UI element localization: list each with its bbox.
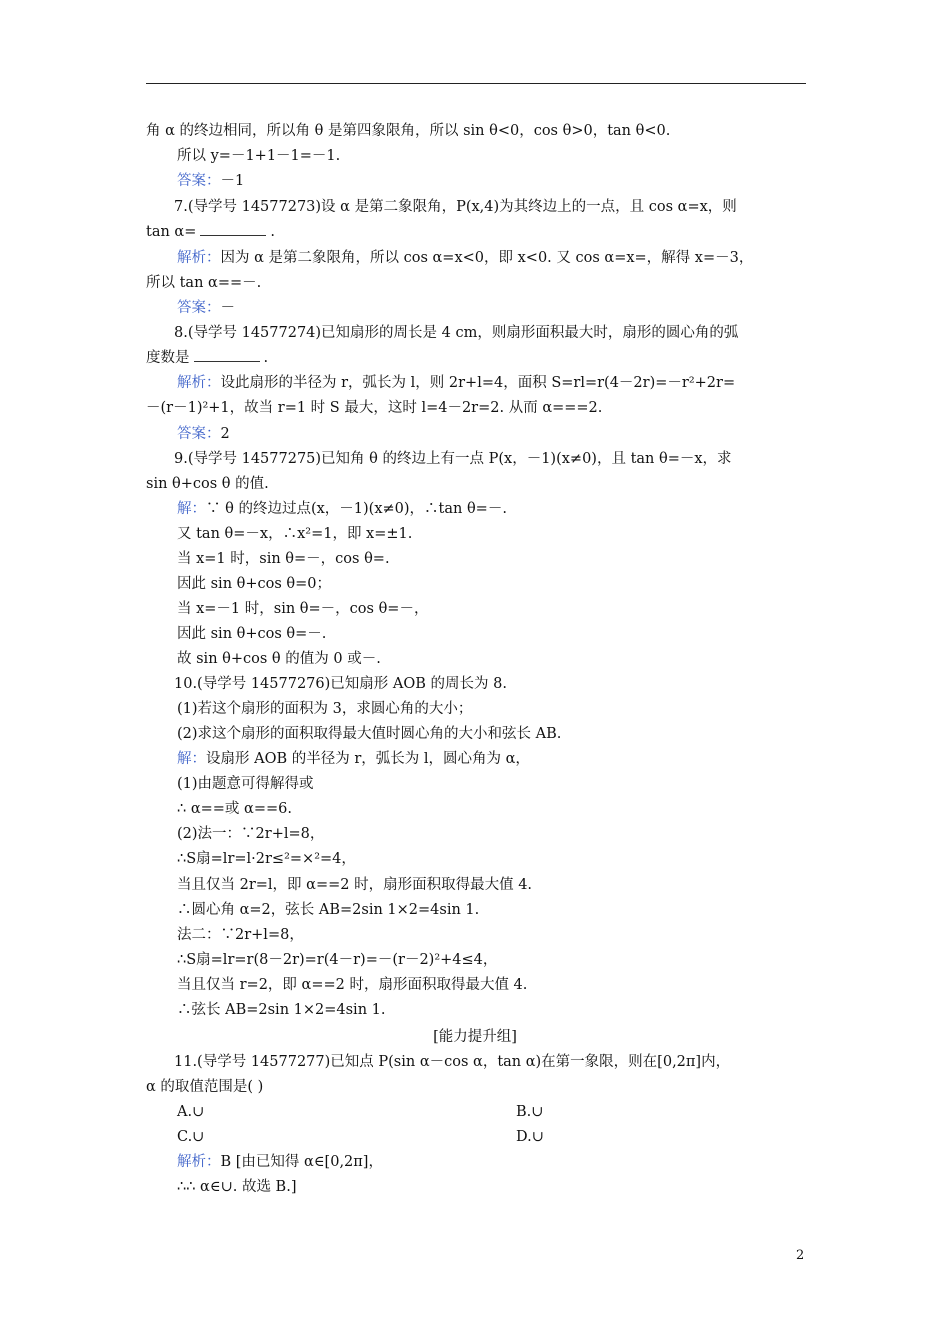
text-line <box>177 146 340 166</box>
line-text: 2 <box>220 426 230 442</box>
line-text: 设此扇形的半径为 r，弧长为 l，则 2r+l=4，面积 S=rl=r(4－2r)=－r²+2r= <box>220 375 736 391</box>
line-text: 10.(导学号 14577276)已知扇形 AOB 的周长为 8. <box>174 676 507 692</box>
text-line <box>177 298 235 318</box>
text-line <box>146 121 670 141</box>
label-tag: 答案： <box>177 300 221 316</box>
line-text: (1)若这个扇形的面积为 3，求圆心角的大小； <box>177 701 473 717</box>
line-text: 设扇形 AOB 的半径为 r，弧长为 l，圆心角为 α， <box>206 751 530 767</box>
text-line <box>177 849 356 869</box>
text-line <box>177 424 230 444</box>
text-line <box>177 774 314 794</box>
line-text: (2)法一：∵2r+l=8， <box>177 826 325 842</box>
text-line <box>177 499 507 519</box>
label-tag: 解析： <box>177 250 221 266</box>
line-text: 故 sin θ+cos θ 的值为 0 或－. <box>177 651 381 667</box>
line-text: ∴ α==或 α==6. <box>177 801 292 817</box>
text-line <box>174 197 737 217</box>
option-c: C.∪ <box>177 1129 205 1145</box>
line-text: 因此 sin θ+cos θ=－. <box>177 626 327 642</box>
text-line <box>177 799 292 819</box>
line-text: －1 <box>220 173 245 189</box>
text-line <box>177 599 428 619</box>
text-line <box>177 248 753 268</box>
text-line <box>177 373 735 393</box>
text-line <box>177 699 472 719</box>
line-text: 9.(导学号 14577275)已知角 θ 的终边上有一点 P(x，－1)(x≠0)，且 tan θ=－x，求 <box>174 451 732 467</box>
text-line <box>146 222 275 242</box>
option-a: A.∪ <box>177 1104 205 1120</box>
line-text: 因此 sin θ+cos θ=0； <box>177 576 332 592</box>
text-line <box>177 724 561 744</box>
line-text: － <box>220 300 235 316</box>
q11-line-2: α 的取值范围是( ) <box>146 1079 264 1095</box>
label-tag: 解： <box>177 501 206 517</box>
line-text: ∴圆心角 α=2，弦长 AB=2sin 1×2=4sin 1. <box>177 902 480 918</box>
text-line <box>177 875 532 895</box>
analysis-text: B [由已知得 α∈[0,2π]， <box>220 1154 383 1170</box>
text-line <box>177 171 244 191</box>
q11-line-1: 11.(导学号 14577277)已知点 P(sin α－cos α，tan α)在第一象限，则在[0,2π]内， <box>174 1054 731 1070</box>
text-line <box>177 975 527 995</box>
text-line <box>146 474 269 494</box>
label-tag: 答案： <box>177 173 221 189</box>
option-b: B.∪ <box>516 1104 544 1120</box>
line-text: －(r－1)²+1，故当 r=1 时 S 最大，这时 l=4－2r=2. 从而 α===2. <box>146 400 603 416</box>
text-line <box>177 549 390 569</box>
line-text: 所以 y=－1+1－1=－1. <box>177 148 341 164</box>
line-text: sin θ+cos θ 的值. <box>146 476 269 492</box>
text-line <box>177 749 530 769</box>
line-text: tan α= <box>146 224 197 240</box>
page-number: 2 <box>796 1248 805 1263</box>
text-line <box>146 398 602 418</box>
line-text: 7.(导学号 14577273)设 α 是第二象限角，P(x,4)为其终边上的一点，且 cos α=x，则 <box>174 199 737 215</box>
line-tail: . <box>263 350 269 366</box>
text-line <box>177 950 497 970</box>
answer-blank <box>194 349 260 362</box>
line-text: ∴弦长 AB=2sin 1×2=4sin 1. <box>177 1002 386 1018</box>
text-line <box>146 348 268 368</box>
label-tag: 解析： <box>177 375 221 391</box>
line-text: ∴S扇=lr=r(8－2r)=r(4－r)=－(r－2)²+4≤4， <box>177 952 498 968</box>
line-text: 角 α 的终边相同，所以角 θ 是第四象限角，所以 sin θ<0，cos θ>0，tan θ<0. <box>146 123 671 139</box>
text-line <box>177 925 304 945</box>
line-text: 又 tan θ=－x，∴x²=1，即 x=±1. <box>177 526 413 542</box>
label-tag: 答案： <box>177 426 221 442</box>
text-line <box>177 524 412 544</box>
section-header: [能力提升组] <box>433 1029 517 1045</box>
line-text: 当且仅当 r=2，即 α==2 时，扇形面积取得最大值 4. <box>177 977 528 993</box>
text-line <box>177 900 479 920</box>
q11-analysis-line-2: ∴∴ α∈∪. 故选 B.] <box>177 1179 297 1195</box>
line-tail: . <box>270 224 275 240</box>
line-text: 当 x=1 时，sin θ=－，cos θ=. <box>177 551 390 567</box>
label-tag: 解： <box>177 751 206 767</box>
line-text: 当且仅当 2r=l，即 α==2 时，扇形面积取得最大值 4. <box>177 877 533 893</box>
text-line <box>146 273 261 293</box>
header-rule <box>146 83 806 84</box>
text-line <box>177 624 326 644</box>
answer-blank <box>200 223 266 236</box>
option-d: D.∪ <box>516 1129 544 1145</box>
line-text: 法二：∵2r+l=8， <box>177 927 304 943</box>
line-text: (2)求这个扇形的面积取得最大值时圆心角的大小和弦长 AB. <box>177 726 562 742</box>
line-text: 因为 α 是第二象限角，所以 cos α=x<0，即 x<0. 又 cos α=x=，解得 x=－3， <box>220 250 754 266</box>
text-line <box>177 1000 385 1020</box>
text-line <box>177 574 331 594</box>
text-line <box>177 824 324 844</box>
line-text: 度数是 <box>146 350 190 366</box>
q11-analysis <box>177 1152 383 1172</box>
analysis-label: 解析： <box>177 1154 221 1170</box>
text-line <box>174 449 732 469</box>
line-text: ∵ θ 的终边过点(x，－1)(x≠0)，∴tan θ=－. <box>206 501 507 517</box>
text-line <box>177 649 381 669</box>
line-text: 8.(导学号 14577274)已知扇形的周长是 4 cm，则扇形面积最大时，扇形的圆心角的弧 <box>174 325 739 341</box>
text-line <box>174 323 738 343</box>
text-line <box>174 674 507 694</box>
line-text: (1)由题意可得解得或 <box>177 776 314 792</box>
line-text: 所以 tan α==－. <box>146 275 262 291</box>
line-text: 当 x=－1 时，sin θ=－，cos θ=－， <box>177 601 429 617</box>
line-text: ∴S扇=lr=l·2r≤²=×²=4， <box>177 851 356 867</box>
